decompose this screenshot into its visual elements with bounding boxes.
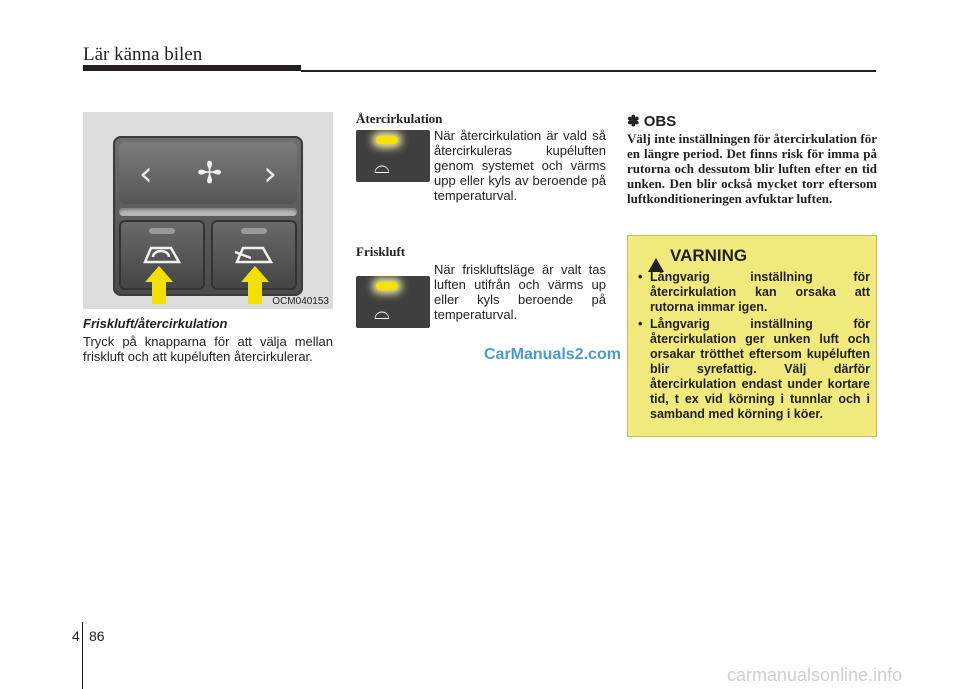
watermark-text: CarManuals2.com <box>484 346 621 363</box>
yellow-arrow-stem <box>248 282 262 304</box>
warning-box <box>627 235 877 437</box>
yellow-arrow-icon <box>145 266 173 282</box>
warning-list <box>638 270 870 424</box>
page-number: 86 <box>89 628 105 644</box>
recirculation-indicator-image <box>356 130 430 182</box>
obs-title: ✽ OBS <box>627 113 677 130</box>
chapter-number: 4 <box>72 628 80 644</box>
recirculation-car-icon: ⌓ <box>374 154 390 178</box>
recirculation-car-icon <box>141 242 183 266</box>
header-rule-thick <box>83 65 301 71</box>
indicator-led-on <box>376 282 398 290</box>
fresh-air-car-icon <box>233 242 275 266</box>
fresh-air-heading: Friskluft <box>356 244 406 259</box>
fresh-air-description: När friskluftsläge är valt tas luften utifrån och värms up eller kyls beroende på temperaturval. <box>434 262 606 322</box>
recirculation-heading: Återcirkulation <box>356 111 443 126</box>
control-panel <box>113 136 303 296</box>
fan-icon: ✢ <box>197 156 223 191</box>
figure-caption: Friskluft/återcirkulation <box>83 316 228 331</box>
recirculation-description: När återcirkulation är vald så återcirkuleras kupéluften genom systemet och värms upp eller kyls av beroende på temperaturval. <box>434 128 606 203</box>
footer-watermark: carmanualsonline.info <box>727 665 903 685</box>
figure-body-text: Tryck på knapparna för att välja mellan friskluft och att kupéluften återcirkulerar. <box>83 334 333 364</box>
warning-heading <box>648 246 747 266</box>
chevron-right-icon: › <box>263 154 277 194</box>
warning-item: • Långvarig inställning för återcirkulation kan orsaka att rutorna immar igen. <box>638 270 870 315</box>
indicator-led <box>149 228 175 234</box>
fresh-air-car-icon: ⌓ <box>374 300 390 324</box>
indicator-led-on <box>376 136 398 144</box>
warning-title: VARNING <box>670 246 748 265</box>
obs-text: Välj inte inställningen för återcirkulation för en längre period. Det finns risk för imma på rutorna och dessutom blir luften efter en tid unken. Den blir också mycket torr eftersom luftkonditioneringen avfuktar luften. <box>627 131 877 206</box>
figure-code: OCM040153 <box>272 296 329 307</box>
footer-divider <box>82 622 83 689</box>
warning-item: • Långvarig inställning för återcirkulation ger unken luft och orsakar trötthet eftersom kupéluften blir syrefattig. Välj därför återcirkulation endast under kortare tid, t ex vid körning i tunnlar och i samband med körning i köer. <box>638 317 870 422</box>
fresh-air-indicator-image <box>356 276 430 328</box>
page-header-title: Lär känna bilen <box>83 44 203 65</box>
chevron-left-icon: ‹ <box>139 154 153 194</box>
yellow-arrow-icon <box>241 266 269 282</box>
climate-control-figure <box>83 112 333 309</box>
fan-control-strip <box>119 142 297 204</box>
indicator-led <box>241 228 267 234</box>
yellow-arrow-stem <box>152 282 166 304</box>
header-rule-thin <box>301 70 876 72</box>
panel-slot <box>119 208 297 216</box>
